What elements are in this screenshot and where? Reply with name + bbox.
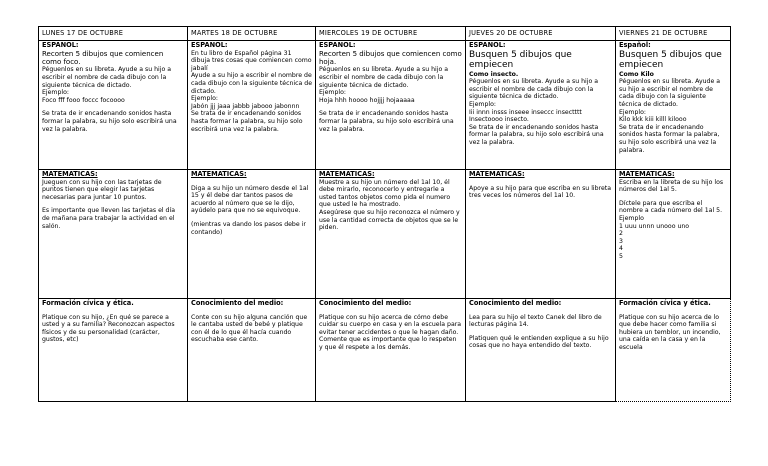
subject-label: MATEMATICAS: <box>469 170 525 178</box>
subject-label: Formación cívica y ética. <box>42 299 134 307</box>
example-label: Ejemplo: <box>42 89 69 97</box>
header-row <box>39 27 731 41</box>
activity-body: Péguenlos en su libreta. Ayude a su hijo a escribir el nombre de cada dibujo con la siguiente técnica de dictado. <box>319 66 448 89</box>
activity-text: Apoye a su hijo para que escriba en su libreta tres veces los números del 1al 10. <box>469 184 611 200</box>
activity-text: Platique con su hijo acerca de cómo debe cuidar su cuerpo en casa y en la escuela para evitar tener accidentes o que le hagan daño. Comente que es importante que lo respeten y que él respete a los demás. <box>319 313 462 351</box>
matematicas-tuesday <box>188 170 316 299</box>
activity-note: Se trata de ir encadenando sonidos hasta formar la palabra, su hijo solo escribirá una vez la palabra. <box>191 110 303 133</box>
activity-text-2: Platiquen qué le entienden explique a su hijo cosas que no haya entendido del texto. <box>469 334 609 350</box>
matematicas-wednesday <box>316 170 466 299</box>
activity-body: Péguenlos en su libreta. Ayude a su hijo a escribir el nombre de cada dibujo con la siguiente técnica de dictado. <box>619 78 721 108</box>
example-text: Kilo kkk kiii killl kilooo <box>619 116 687 124</box>
subject-label: ESPANOL: <box>42 41 79 49</box>
third-subject-row <box>39 299 731 402</box>
activity-text: Platique con su hijo, ¿En qué se parece a usted y a su familia? Reconozcan aspectos físicos y de su personalidad (carácter, gustos, etc) <box>42 313 175 344</box>
matematicas-friday <box>616 170 731 299</box>
activity-text: Jueguen con su hijo con las tarjetas de puntos tienen que elegir las tarjetas necesarias para juntar 10 puntos. <box>42 178 162 201</box>
activity-text: Muestre a su hijo un número del 1al 10, él debe mirarlo, reconocerlo y entregarle a usted tantos objetos como pida el numero que usted le ha mostrado. <box>319 178 451 209</box>
activity-lead: Recorten 5 dibujos que comiencen como foco. <box>42 49 164 66</box>
conocimiento-wednesday <box>316 299 466 402</box>
example-label: Ejemplo <box>619 214 644 222</box>
day-header-friday: VIERNES 21 DE OCTUBRE <box>616 27 731 41</box>
conocimiento-thursday <box>466 299 616 402</box>
subject-label: Formación cívica y ética. <box>619 299 711 307</box>
espanol-monday <box>39 41 188 170</box>
espanol-tuesday <box>188 41 316 170</box>
subject-label: MATEMATICAS: <box>619 170 675 178</box>
example-text: Hoja hhh hoooo hojjjj hojaaaaa <box>319 96 415 104</box>
espanol-thursday <box>466 41 616 170</box>
activity-text-2: Es importante que lleven las tarjetas el día de mañana para trabajar la actividad en el salón. <box>42 207 175 230</box>
activity-body-2: Ayude a su hijo a escribir el nombre de cada dibujo con la siguiente técnica de dictado. <box>191 72 313 95</box>
matematicas-monday <box>39 170 188 299</box>
day-header-wednesday: MIERCOLES 19 DE OCTUBRE <box>316 27 466 41</box>
espanol-friday <box>616 41 731 170</box>
example-label: Ejemplo: <box>469 100 496 108</box>
subject-label: ESPANOL: <box>191 41 228 49</box>
subject-label: Conocimiento del medio: <box>191 299 284 307</box>
example-label: Ejemplo: <box>619 108 646 116</box>
subject-label: ESPANOL: <box>319 41 356 49</box>
activity-text: Conte con su hijo alguna canción que le cantaba usted de bebé y platique con él de lo que él hacía cuando escuchaba ese canto. <box>191 313 308 344</box>
espanol-row <box>39 41 731 170</box>
day-header-monday: LUNES 17 DE OCTUBRE <box>39 27 188 41</box>
formacion-monday <box>39 299 188 402</box>
activity-sub: Como Kilo <box>619 70 654 78</box>
activity-body: Péguenlos en su libreta. Ayude a su hijo a escribir el nombre de cada dibujo con la siguiente técnica de dictado. <box>469 78 598 101</box>
activity-lead: Busquen 5 dibujos que empiecen <box>469 49 572 71</box>
activity-note: Se trata de ir encadenando sonidos hasta formar la palabra, su hijo solo escribirá una vez la palabra. <box>42 110 177 133</box>
activity-text-2: Díctele para que escriba el nombre a cada número del 1al 5. <box>619 199 723 215</box>
subject-label: MATEMATICAS: <box>319 170 375 178</box>
example-label: Ejemplo: <box>191 95 218 103</box>
day-header-tuesday: MARTES 18 DE OCTUBRE <box>188 27 316 41</box>
example-label: Ejemplo: <box>319 89 346 97</box>
example-text-2: Insectoooo insecto. <box>469 116 529 124</box>
espanol-wednesday <box>316 41 466 170</box>
activity-text-2: (mientras va dando los pasos debe ir contando) <box>191 220 306 236</box>
activity-text: Diga a su hijo un número desde el 1al 15 y él debe dar tantos pasos de acuerdo al número que se le dijo, ayúdelo para que no se equivoque. <box>191 184 309 215</box>
activity-note: Se trata de ir encadenando sonidos hasta formar la palabra, su hijo solo escribirá una vez la palabra. <box>319 110 454 133</box>
subject-label: MATEMATICAS: <box>191 170 247 178</box>
formacion-friday <box>616 299 731 402</box>
matematicas-row <box>39 170 731 299</box>
conocimiento-tuesday <box>188 299 316 402</box>
subject-label: Conocimiento del medio: <box>469 299 562 307</box>
weekly-plan-table <box>38 26 731 402</box>
activity-lead: Recorten 5 dibujos que comiencen como hoja. <box>319 49 462 66</box>
example-text: Foco fff fooo foccc focoooo <box>42 96 125 104</box>
example-text: Iii innn insss inseee inseccc insectttt <box>469 108 582 116</box>
activity-text: Lea para su hijo el texto Canek del libro de lecturas página 14. <box>469 313 602 329</box>
subject-label: Español: <box>619 41 651 49</box>
subject-label: Conocimiento del medio: <box>319 299 412 307</box>
example-text: Jabón jjj jaaa jabbb jabooo jabonnn <box>191 102 300 110</box>
activity-text: Platique con su hijo acerca de lo que debe hacer como familia si hubiera un temblor, un incendio, una caída en la casa y en la escuela <box>619 313 721 351</box>
activity-lead: Busquen 5 dibujos que empiecen <box>619 49 722 71</box>
activity-note: Se trata de ir encadenando sonidos hasta formar la palabra, su hijo solo escribirá una vez la palabra. <box>469 123 604 146</box>
activity-body: En tu libro de Español página 31 dibuja tres cosas que comiencen como jabalí <box>191 49 312 72</box>
number-list: 1 uuu unnn unooo uno 2 3 4 5 <box>619 222 690 260</box>
subject-label: ESPANOL: <box>469 41 506 49</box>
activity-sub: Como insecto. <box>469 70 519 78</box>
day-header-thursday: JUEVES 20 DE OCTUBRE <box>466 27 616 41</box>
activity-body: Péguenlos en su libreta. Ayude a su hijo a escribir el nombre de cada dibujo con la siguiente técnica de dictado. <box>42 66 171 89</box>
activity-text: Escriba en la libreta de su hijo los números del 1al 5. <box>619 178 724 194</box>
activity-note: Se trata de ir encadenando sonidos hasta formar la palabra, su hijo solo escribirá una vez la palabra. <box>619 123 720 154</box>
subject-label: MATEMATICAS: <box>42 170 98 178</box>
activity-text-2: Asegúrese que su hijo reconozca el número y use la cantidad correcta de objetos que se le piden. <box>319 208 460 232</box>
matematicas-thursday <box>466 170 616 299</box>
